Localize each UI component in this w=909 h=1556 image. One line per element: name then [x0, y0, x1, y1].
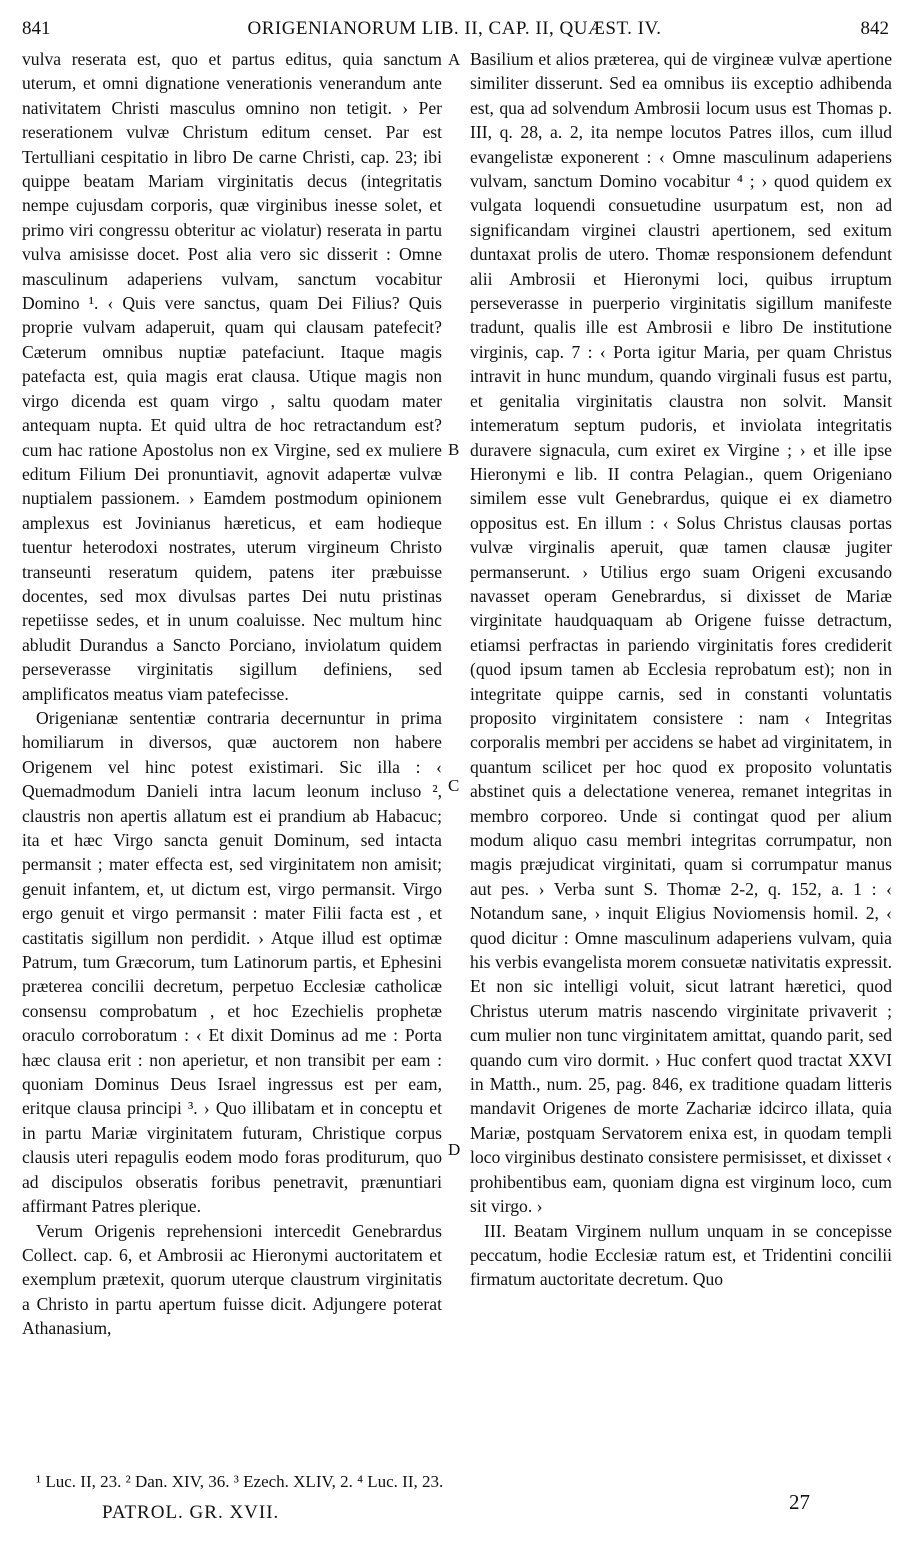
sheet-number: 27 [789, 1490, 810, 1514]
running-title: ORIGENIANORUM LIB. II, CAP. II, QUÆST. IV. [247, 18, 662, 39]
margin-marker-c: C [448, 776, 460, 795]
left-column [22, 47, 442, 1341]
margin-marker-b: B [448, 440, 460, 459]
margin-marker-a: A [448, 50, 461, 69]
running-header [0, 18, 909, 44]
page-number-left: 841 [22, 18, 51, 39]
margin-marker-d: D [448, 1140, 461, 1159]
right-column [470, 47, 892, 1292]
page-number-right: 842 [860, 18, 889, 39]
right-paragraph-2: III. Beatam Virginem nullum unquam in se concepisse peccatum, hodie Ecclesiæ ratum est, et Tridentini concilii firmatum auctoritate decretum. Quo [470, 1220, 892, 1290]
left-paragraph-3: Verum Origenis reprehensioni intercedit Genebrardus Collect. cap. 6, et Ambrosii ac Hieronymi auctoritatem et exemplum prætexit, quorum uterque claustrum virginitatis a Christo in partu apertum fuisse dicit. Adjungere poterat Athanasium, [22, 1220, 442, 1339]
left-paragraph-2: Origenianæ sententiæ contraria decernuntur in prima homiliarum in diversos, quæ auctorem non habere Origenem vel hinc potest existimari. Sic illa : ‹ Quemadmodum Danieli intra lacum leonum incluso ², claustris non apertis allatum est ei prandium ab Habacuc; ita et hæc Virgo sancta genuit Dominum, sed intacta permansit ; mater effecta est, sed virginitatem non amisit; genuit infantem, et, ut dictum est, virgo permansit. Virgo ergo genuit et virgo permansit : mater Filii facta est , et castitatis sigillum non perdidit. › Atque illud est optimæ Patrum, tum Græcorum, tum Latinorum partis, et Ephesini præterea concilii decretum, perpetuo Ecclesiæ catholicæ consensu comprobatum , et hoc Ezechielis prophetæ oraculo corroboratum : ‹ Et dixit Dominus ad me : Porta hæc clausa erit : non aperietur, et non transibit per eam : quoniam Dominus Deus Israel ingressus est per eam, eritque clausa principi ³. › Quo illibatam et in conceptu et in partu Mariæ virginitatem futuram, Christique corpus clausis uteri repagulis eodem modo foras proditurum, quo ad discipulos obseratis foribus penetravit, prænuntiari affirmant Patres plerique. [22, 707, 442, 1217]
left-paragraph-1: vulva reserata est, quo et partus editus, quia sanctum uterum, et omni dignatione venerationis venerandum ante nativitatem Christi masculus omnino non tetigit. › Per reserationem vulvæ Christum editum censet. Par est Tertulliani cespitatio in libro De carne Christi, cap. 23; ibi quippe beatam Mariam virginitatis decus (integritatis nempe cujusdam corporis, quæ virginibus inesse solet, et primo viri congressu obteritur ac violatur) reserata in partu vulva amisisse docet. Post alia vero sic disserit : Omne masculinum adaperiens vulvam, sanctum vocabitur Domino ¹. ‹ Quis vere sanctus, quam Dei Filius? Quis proprie vulvam adaperuit, quam qui clausam patefecit? Cæterum omnibus nuptiæ patefaciunt. Itaque magis patefacta est, quia magis erat clausa. Utique magis non virgo dicenda est quam virgo , saltu quodam mater antequam nupta. Et quid ultra de hoc retractandum est? cum hac ratione Apostolus non ex Virgine, sed ex muliere editum Filium Dei pronuntiavit, agnovit adapertæ vulvæ nuptialem passionem. › Eamdem postmodum opinionem amplexus est Jovinianus hæreticus, et eam hodieque tuentur heterodoxi nostrates, uterum virgineum Christo transeunti reseratum quidem, patens iter præbuisse docentes, sed mox divulsas partes Dei nutu pristinas repetiisse sedes, et in unum coaluisse. Nec multum hinc abludit Durandus a Sancto Porciano, inviolatum quidem perseverasse virginitatis sigillum definiens, sed amplificatos meatus viam patefecisse. [22, 49, 442, 704]
series-signature: PATROL. GR. XVII. [102, 1502, 280, 1523]
right-paragraph-1: Basilium et alios præterea, qui de virgineæ vulvæ apertione similiter disserunt. Sed ea omnibus iis exceptio adhibenda est, qua ad solvendum Ambrosii locum usus est Thomas p. III, q. 28, a. 2, ita nempe locutos Patres illos, cum illud evangelistæ exponerent : ‹ Omne masculinum adaperiens vulvam, sanctum Domino vocabitur ⁴ ; › quod quidem ex vulgata loquendi consuetudine usurpatum est, non ad significandam virginei claustri apertionem, sed exitum duntaxat prolis de utero. Thomæ responsionem defendunt alii Ambrosii et Hieronymi loci, quibus irruptum perseverasse in puerperio virginitatis sigillum manifeste tradunt, qualis ille est Ambrosii e libro De institutione virginis, cap. 7 : ‹ Porta igitur Maria, per quam Christus intravit in hunc mundum, quando virginali fusus est partu, et genitalia virginitatis claustra non solvit. Mansit intemeratum septum pudoris, et inviolata integritatis duravere signacula, cum exiret ex Virgine ; › et ille ipse Hieronymi e lib. II contra Pelagian., quem Origeniano similem esse vult Genebrardus, quique ei ex diametro oppositus est. En illum : ‹ Solus Christus clausas portas vulvæ virginalis aperuit, quæ tamen clausæ jugiter permanserunt. › Utilius ergo suam Origeni excusando navasset operam Genebrardus, si dixisset de Mariæ virginitate haudquaquam ab Origene fuisse detractum, etiamsi perfractas in pariendo virginitatis fores crediderit (quod ipsum tamen ab Ecclesia reprobatum est); non in integritate quippe carnis, sed in constanti voluntatis proposito virginitatem consistere : nam ‹ Integritas corporalis membri per accidens se habet ad virginitatem, in quantum scilicet per hoc quod ex proposito voluntatis abstinet quis a delectatione venerea, remanet integritas in membro corporeo. Unde si contingat quod per alium modum aliquo casu membri integritas corrumpatur, non magis præjudicat virginitati, quam si corrumpatur manus aut pes. › Verba sunt S. Thomæ 2-2, q. 152, a. 1 : ‹ Notandum sane, › inquit Eligius Noviomensis homil. 2, ‹ quod dicitur : Omne masculinum adaperiens vulvam, quia his verbis evangelista morem consuetæ nativitatis expressit. Et non sic intelligi voluit, sicut latrant hæretici, quod Christus uterum matris nascendo virginitate privaverit ; cum mulier non tunc virginitatem amittat, quando parit, sed quando cum viro dormit. › Huc confert quod tractat XXVI in Matth., num. 25, pag. 846, ex traditione quadam litteris mandavit Origenes de morte Zachariæ idcirco illata, quia Mariæ, postquam Servatorem enixa est, in quodam templi loco virginibus destinato consistere permisisset, et dixisset ‹ prohibentibus eam, quoniam digna est virginum loco, cum sit virgo. › [470, 49, 892, 1217]
footnotes: ¹ Luc. II, 23. ² Dan. XIV, 36. ³ Ezech. XLIV, 2. ⁴ Luc. II, 23. [36, 1472, 444, 1491]
